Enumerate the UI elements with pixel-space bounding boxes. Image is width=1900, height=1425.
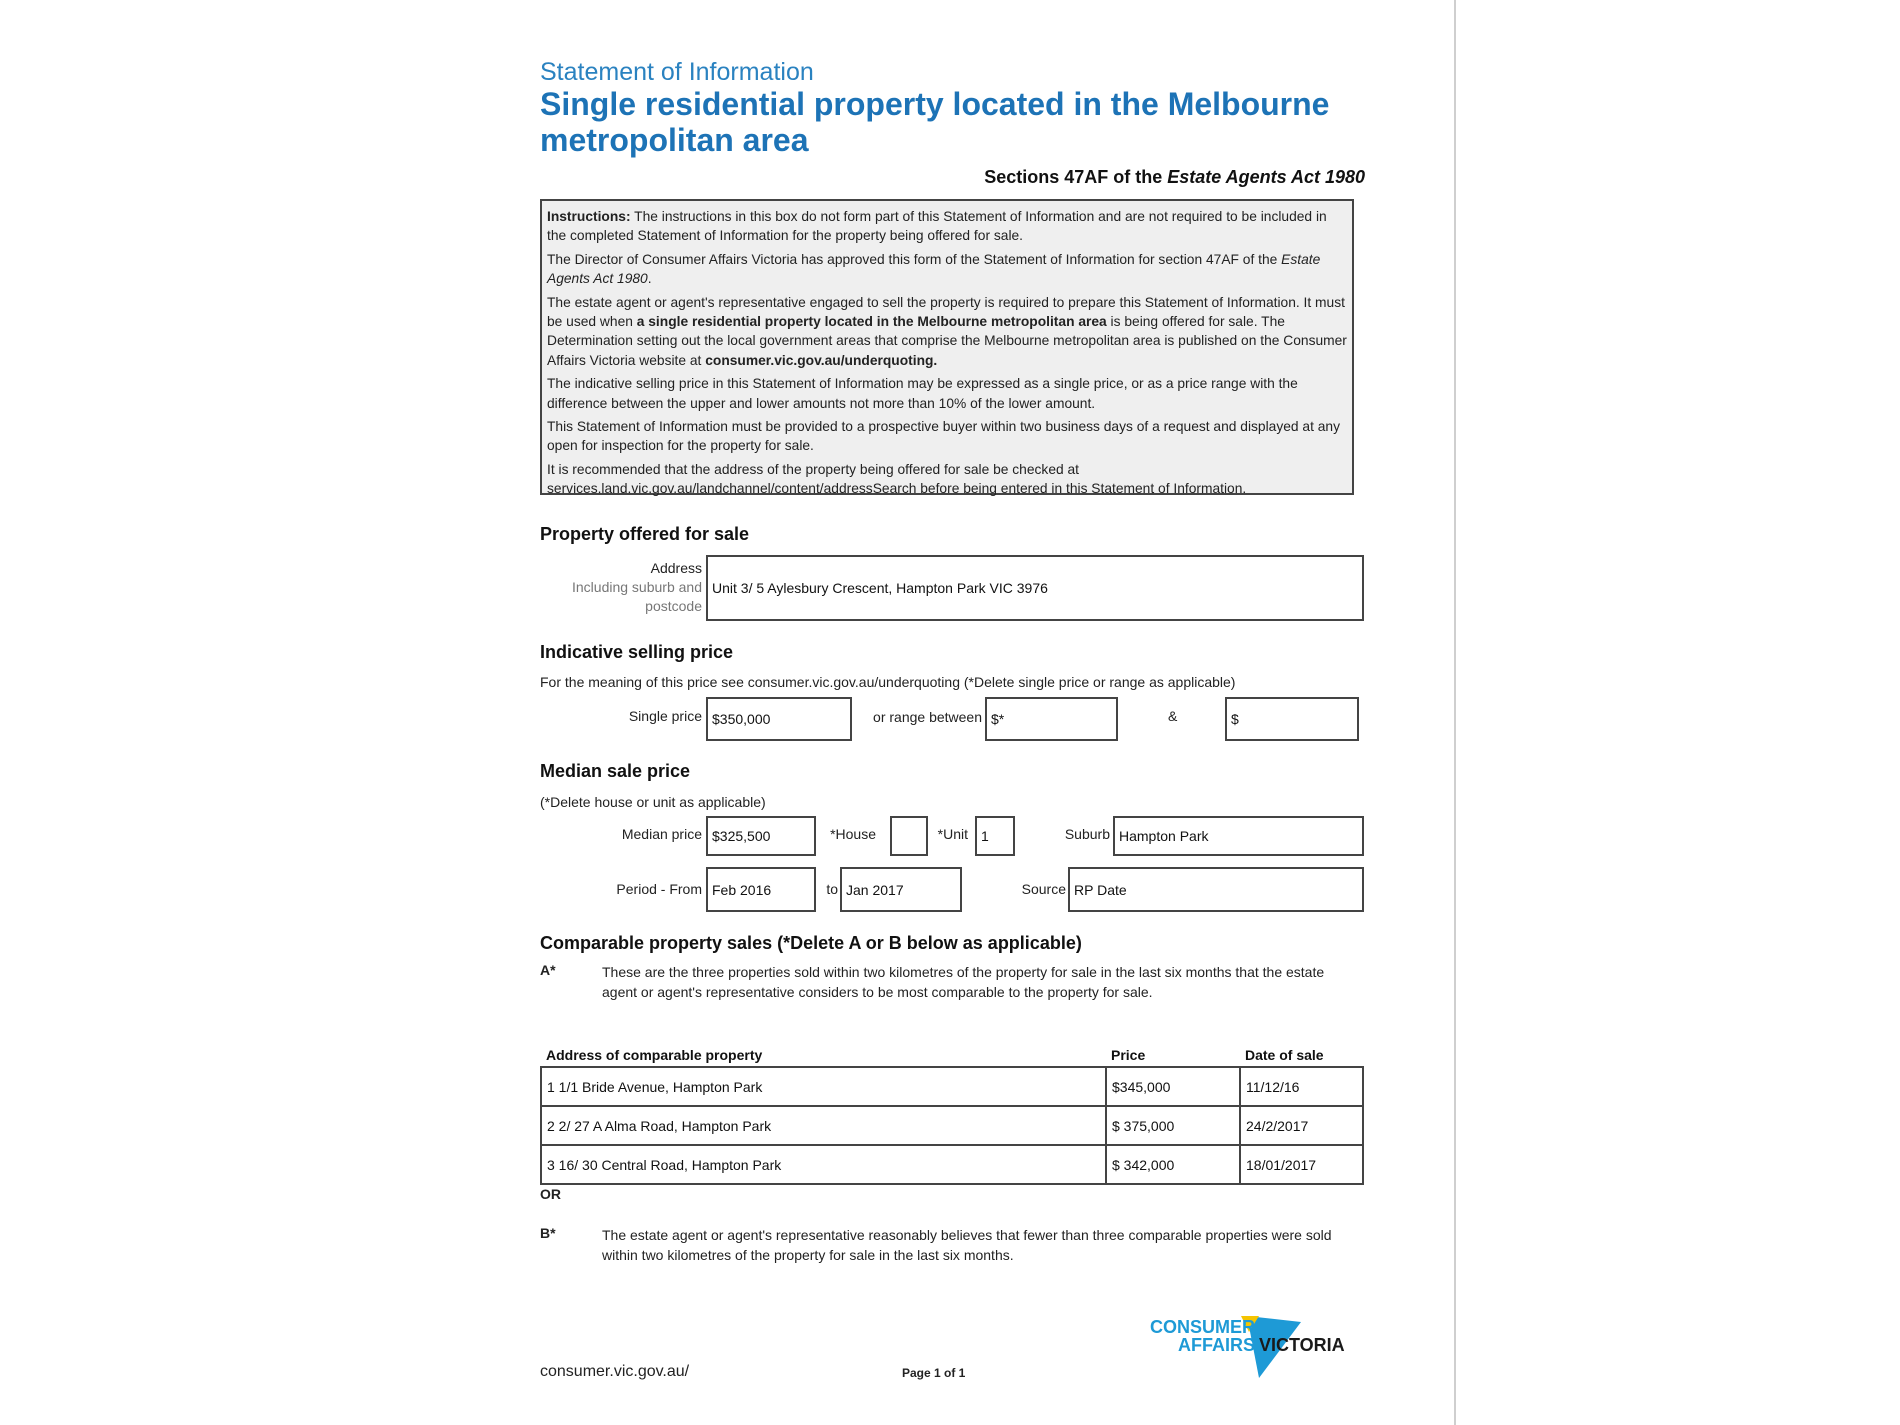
address-sublabel-2: postcode — [645, 598, 702, 614]
period-from-label: Period - From — [616, 881, 702, 897]
comparable-address-cell[interactable]: 1 1/1 Bride Avenue, Hampton Park — [541, 1067, 1106, 1106]
median-price-label: Median price — [621, 826, 702, 842]
comparable-date-cell[interactable]: 18/01/2017 — [1240, 1145, 1363, 1184]
single-price-label: Single price — [628, 708, 702, 724]
indicative-note: For the meaning of this price see consumer.vic.gov.au/underquoting (*Delete single price or range as applicable) — [540, 674, 1236, 690]
property-heading: Property offered for sale — [540, 524, 750, 544]
address-sublabel: Including suburb and — [572, 579, 702, 595]
consumer-affairs-victoria-logo — [1135, 1312, 1375, 1382]
comparable-price-cell[interactable]: $ 342,000 — [1106, 1145, 1240, 1184]
logo-line-consumer: CONSUMER — [1149, 1317, 1255, 1337]
source-field[interactable]: RP Date — [1068, 867, 1364, 912]
suburb-field[interactable]: Hampton Park — [1113, 816, 1364, 856]
address-field[interactable]: Unit 3/ 5 Aylesbury Crescent, Hampton Park VIC 3976 — [706, 555, 1364, 621]
logo-line-affairs: AFFAIRS — [1177, 1335, 1255, 1355]
address-label-block — [540, 559, 702, 616]
median-heading: Median sale price — [540, 761, 691, 781]
footer-page-number: Page 1 of 1 — [902, 1366, 966, 1380]
option-b-text: The estate agent or agent's representative reasonably believes that fewer than three comparable properties were sold within two kilometres of the property for sale in the last six months. — [602, 1227, 1332, 1263]
table-row — [541, 1106, 1363, 1145]
source-label: Source — [1021, 881, 1066, 897]
table-row — [541, 1145, 1363, 1184]
period-to-label: to — [826, 881, 838, 897]
house-checkbox[interactable] — [890, 816, 928, 856]
comparable-heading: Comparable property sales (*Delete A or B below as applicable) — [540, 933, 1082, 953]
comparable-price-cell[interactable]: $345,000 — [1106, 1067, 1240, 1106]
comparable-address-cell[interactable]: 2 2/ 27 A Alma Road, Hampton Park — [541, 1106, 1106, 1145]
logo-word-victoria: VICTORIA — [1259, 1335, 1345, 1355]
single-price-field[interactable]: $350,000 — [706, 697, 852, 741]
range-label: or range between — [873, 709, 982, 725]
option-a-marker: A* — [540, 962, 556, 978]
comparable-price-cell[interactable]: $ 375,000 — [1106, 1106, 1240, 1145]
instructions-box: Instructions: The instructions in this box do not form part of this Statement of Information and are not required to be included in the completed Statement of Information for the property being offered for sale. The Director of Consumer Affairs Victoria has approved this form of the Statement of Information for section 47AF of the Estate Agents Act 1980. The estate agent or agent's representative engaged to sell the property is required to prepare this Statement of Information. It must be used when a single residential property located in the Melbourne metropolitan area is being offered for sale. The Determination setting out the local government areas that comprise the Melbourne metropolitan area is published on the Consumer Affairs Victoria website at consumer.vic.gov.au/underquoting. The indicative selling price in this Statement of Information may be expressed as a single price, or as a price range with the difference between the upper and lower amounts not more than 10% of the lower amount. This Statement of Information must be provided to a prospective buyer within two business days of a request and displayed at any open for inspection for the property for sale. It is recommended that the address of the property being offered for sale be checked at services.land.vic.gov.au/landchannel/content/addressSearch before being entered in this Statement of Information. — [540, 199, 1354, 495]
median-note: (*Delete house or unit as applicable) — [540, 794, 766, 810]
range-high-field[interactable]: $ — [1225, 697, 1359, 741]
indicative-heading: Indicative selling price — [540, 642, 734, 662]
col-price-header: Price — [1111, 1047, 1146, 1063]
page-edge-divider — [1454, 0, 1456, 1425]
unit-label: *Unit — [937, 826, 968, 842]
act-reference: Sections 47AF of the Estate Agents Act 1980 — [984, 167, 1365, 187]
act-name: Estate Agents Act 1980 — [1167, 167, 1365, 187]
col-date-header: Date of sale — [1245, 1047, 1324, 1063]
comparable-sales-table — [540, 1044, 1364, 1185]
footer-website: consumer.vic.gov.au/ — [540, 1363, 690, 1380]
median-price-field[interactable]: $325,500 — [706, 816, 816, 856]
document-kicker: Statement of Information — [540, 58, 814, 86]
period-to-field[interactable]: Jan 2017 — [840, 867, 962, 912]
address-label: Address — [650, 560, 702, 576]
comparable-address-cell[interactable]: 3 16/ 30 Central Road, Hampton Park — [541, 1145, 1106, 1184]
house-label: *House — [830, 826, 876, 842]
col-address-header: Address of comparable property — [546, 1047, 763, 1063]
unit-checkbox[interactable]: 1 — [975, 816, 1015, 856]
option-a-text: These are the three properties sold within two kilometres of the property for sale in the last six months that the estate agent or agent's representative considers to be most comparable to the property for sale. — [602, 964, 1325, 1000]
comparable-date-cell[interactable]: 11/12/16 — [1240, 1067, 1363, 1106]
range-ampersand: & — [1168, 708, 1178, 724]
option-b-marker: B* — [540, 1225, 556, 1241]
suburb-label: Suburb — [1064, 826, 1110, 842]
range-low-field[interactable]: $* — [985, 697, 1118, 741]
document-title: Single residential property located in the Melbourne metropolitan area — [540, 86, 1330, 158]
period-from-field[interactable]: Feb 2016 — [706, 867, 816, 912]
comparable-date-cell[interactable]: 24/2/2017 — [1240, 1106, 1363, 1145]
table-row — [541, 1067, 1363, 1106]
or-separator: OR — [540, 1186, 561, 1202]
